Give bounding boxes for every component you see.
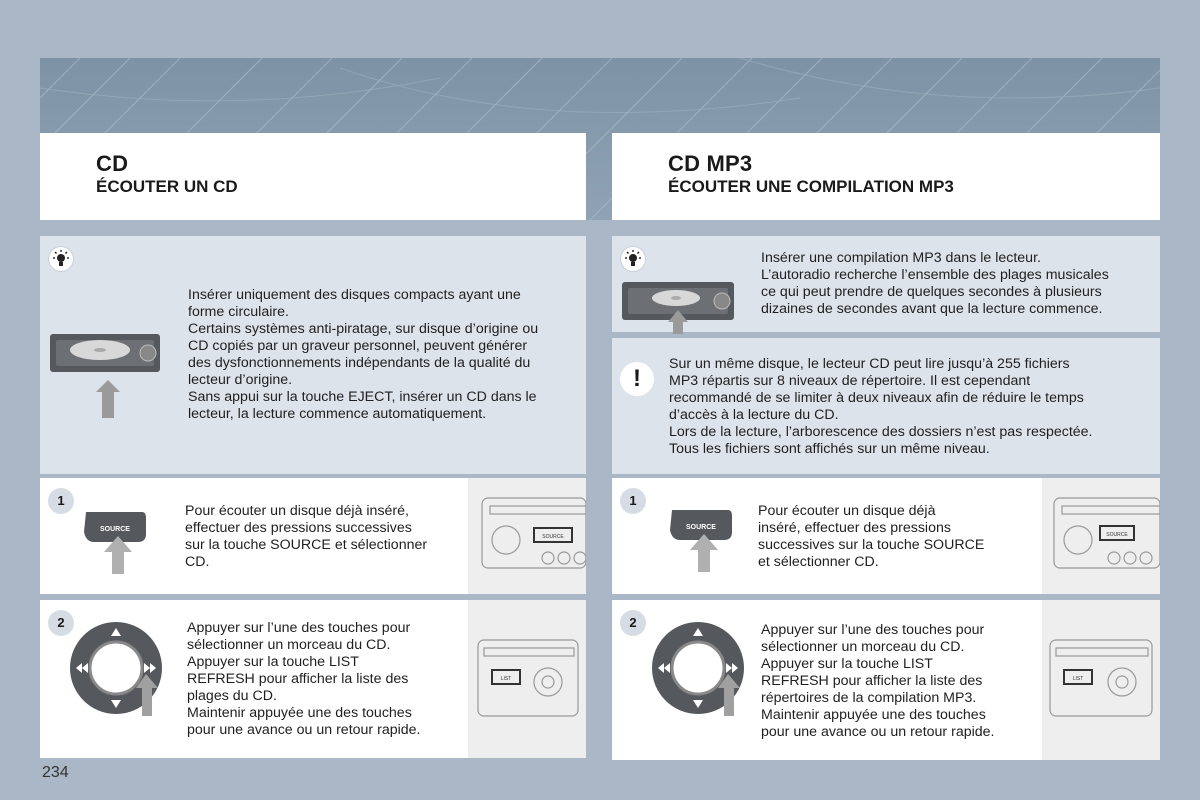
radio-panel-illustration — [1042, 478, 1160, 594]
text-line: Appuyer sur la touche LIST — [187, 654, 359, 670]
text-line: plages du CD. — [187, 688, 277, 704]
text-line: REFRESH pour afficher la liste des — [187, 671, 409, 687]
text-line: Certains systèmes anti-piratage, sur disque d’origine ou — [188, 321, 539, 337]
text-line: REFRESH pour afficher la liste des — [761, 673, 983, 689]
text-line: pour une avance ou un retour rapide. — [187, 722, 421, 738]
text-line: Tous les fichiers sont affichés sur un même niveau. — [669, 441, 990, 457]
text-line: ce qui peut prendre de quelques secondes à plusieurs — [761, 284, 1102, 300]
text-line: et sélectionner CD. — [758, 554, 879, 570]
right-step2-text — [761, 622, 1041, 741]
mp3-insert-illustration — [622, 282, 736, 339]
text-line: Appuyer sur l’une des touches pour — [187, 620, 411, 636]
left-intro-panel — [40, 236, 586, 474]
navigation-pad-illustration — [68, 620, 168, 725]
right-title-card — [612, 133, 1160, 220]
source-button-illustration — [666, 506, 736, 581]
text-line: Appuyer sur l’une des touches pour — [761, 622, 985, 638]
page-number: 234 — [42, 764, 69, 781]
text-line: MP3 répartis sur 8 niveaux de répertoire. Il est cependant — [669, 373, 1031, 389]
source-label: SOURCE — [100, 526, 130, 533]
text-line: successives sur la touche SOURCE — [758, 537, 985, 553]
text-line: forme circulaire. — [188, 304, 289, 320]
left-step2-text — [187, 620, 477, 739]
text-line: sélectionner un morceau du CD. — [187, 637, 391, 653]
right-intro-panel — [612, 236, 1160, 332]
warning-icon: ! — [620, 362, 654, 396]
step-number: 2 — [48, 610, 74, 636]
left-title: CD — [96, 151, 129, 176]
text-line: Pour écouter un disque déjà inséré, — [185, 503, 409, 519]
text-line: lecteur, la lecture commence automatiquement. — [188, 406, 487, 422]
left-step1-panel — [40, 478, 586, 594]
right-step1-panel — [612, 478, 1160, 594]
source-label-small: SOURCE — [542, 534, 564, 540]
text-line: Sur un même disque, le lecteur CD peut lire jusqu’à 255 fichiers — [669, 356, 1070, 372]
text-line: pour une avance ou un retour rapide. — [761, 724, 995, 740]
text-line: des dysfonctionnements indépendants de la qualité du — [188, 355, 531, 371]
text-line: dizaines de secondes avant que la lecture commence. — [761, 301, 1103, 317]
step-number: 2 — [620, 610, 646, 636]
text-line: Appuyer sur la touche LIST — [761, 656, 933, 672]
left-step1-text — [185, 503, 475, 571]
right-subtitle: ÉCOUTER UNE COMPILATION MP3 — [668, 177, 954, 196]
list-label: LIST — [1072, 676, 1084, 682]
radio-panel-illustration — [468, 478, 586, 594]
text-line: L’autoradio recherche l’ensemble des plages musicales — [761, 267, 1109, 283]
text-line: recommandé de se limiter à deux niveaux afin de réduire le temps — [669, 390, 1084, 406]
tip-icon — [48, 246, 74, 272]
text-line: CD. — [185, 554, 210, 570]
navigation-pad-illustration — [650, 620, 750, 725]
left-subtitle: ÉCOUTER UN CD — [96, 177, 238, 196]
tip-icon — [620, 246, 646, 272]
text-line: Lors de la lecture, l’arborescence des dossiers n’est pas respectée. — [669, 424, 1093, 440]
right-title: CD MP3 — [668, 151, 753, 176]
text-line: lecteur d’origine. — [188, 372, 293, 388]
text-line: Insérer une compilation MP3 dans le lecteur. — [761, 250, 1041, 266]
text-line: répertoires de la compilation MP3. — [761, 690, 977, 706]
list-label: LIST — [500, 676, 512, 682]
source-button-illustration — [80, 508, 150, 583]
cd-insert-illustration — [50, 334, 162, 429]
text-line: sur la touche SOURCE et sélectionner — [185, 537, 428, 553]
right-warning-text — [669, 356, 1157, 458]
text-line: sélectionner un morceau du CD. — [761, 639, 965, 655]
text-line: d’accès à la lecture du CD. — [669, 407, 839, 423]
left-title-card — [40, 133, 586, 220]
text-line: Insérer uniquement des disques compacts ayant une — [188, 287, 521, 303]
text-line: Maintenir appuyée une des touches — [761, 707, 986, 723]
step-number: 1 — [620, 488, 646, 514]
source-label-small: SOURCE — [1106, 532, 1128, 538]
text-line: CD copiés par un graveur personnel, peuvent générer — [188, 338, 528, 354]
text-line: effectuer des pressions successives — [185, 520, 412, 536]
right-warning-panel — [612, 338, 1160, 474]
right-step2-panel — [612, 600, 1160, 760]
text-line: Sans appui sur la touche EJECT, insérer un CD dans le — [188, 389, 537, 405]
text-line: inséré, effectuer des pressions — [758, 520, 951, 536]
right-intro-text — [761, 250, 1157, 318]
radio-list-illustration — [1042, 600, 1160, 760]
radio-list-illustration — [468, 600, 586, 758]
source-label: SOURCE — [686, 524, 716, 531]
left-step2-panel — [40, 600, 586, 758]
step-number: 1 — [48, 488, 74, 514]
text-line: Pour écouter un disque déjà — [758, 503, 936, 519]
text-line: Maintenir appuyée une des touches — [187, 705, 412, 721]
right-step1-text — [758, 503, 1028, 571]
left-intro-text — [188, 287, 584, 423]
